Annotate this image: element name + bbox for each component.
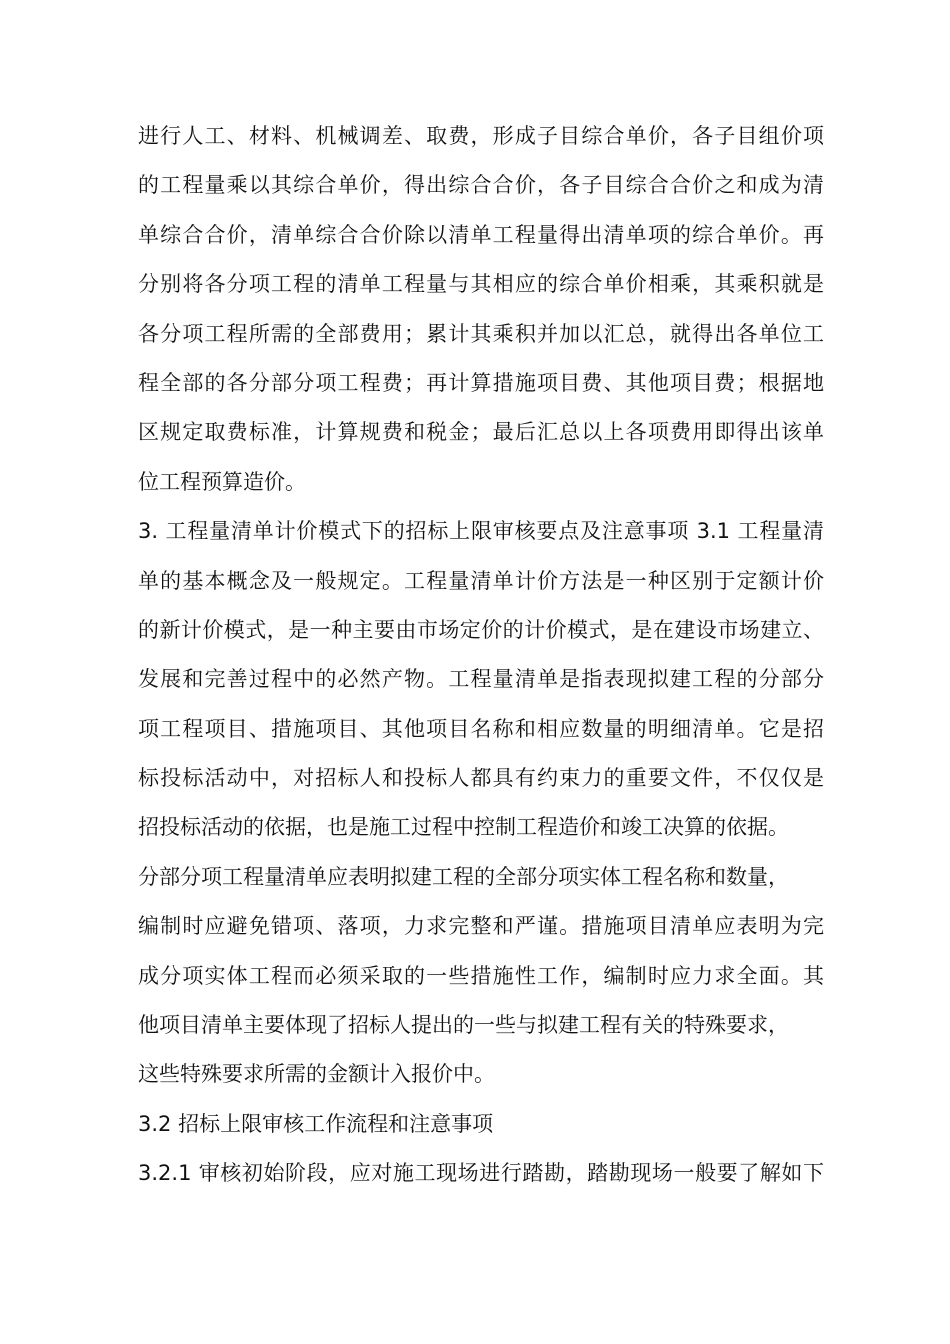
- text-line-18: 成分项实体工程而必须采取的一些措施性工作，编制时应力求全面。其: [138, 963, 824, 988]
- text-line-8: 位工程预算造价。: [138, 469, 306, 494]
- body-text: [138, 112, 824, 1199]
- section-heading-3-2-1: 3.2.1 审核初始阶段，应对施工现场进行踏勘，踏勘现场一般要了解如下: [138, 1161, 824, 1186]
- text-line-17: 编制时应避免错项、落项，力求完整和严谨。措施项目清单应表明为完: [138, 914, 824, 939]
- text-line-4: 分别将各分项工程的清单工程量与其相应的综合单价相乘，其乘积就是: [138, 272, 824, 297]
- text-line-1: 进行人工、材料、机械调差、取费，形成子目综合单价，各子目组价项: [138, 124, 824, 148]
- text-line-12: 发展和完善过程中的必然产物。工程量清单是指表现拟建工程的分部分: [138, 667, 824, 692]
- text-line-11: 的新计价模式，是一种主要由市场定价的计价模式，是在建设市场建立、: [138, 617, 824, 642]
- section-heading-3-2: 3.2 招标上限审核工作流程和注意事项: [138, 1111, 494, 1136]
- text-line-6: 程全部的各分部分项工程费；再计算措施项目费、其他项目费；根据地: [138, 370, 824, 395]
- text-line-10: 单的基本概念及一般规定。工程量清单计价方法是一种区别于定额计价: [138, 568, 824, 593]
- text-line-14: 标投标活动中，对招标人和投标人都具有约束力的重要文件，不仅仅是: [138, 766, 824, 791]
- text-line-7: 区规定取费标准，计算规费和税金；最后汇总以上各项费用即得出该单: [138, 420, 824, 445]
- text-line-15: 招投标活动的依据，也是施工过程中控制工程造价和竣工决算的依据。: [138, 815, 789, 840]
- text-line-16: 分部分项工程量清单应表明拟建工程的全部分项实体工程名称和数量，: [138, 864, 789, 889]
- section-heading-3: 3. 工程量清单计价模式下的招标上限审核要点及注意事项 3.1 工程量清: [138, 519, 824, 544]
- text-line-2: 的工程量乘以其综合单价，得出综合合价，各子目综合合价之和成为清: [138, 173, 824, 198]
- text-line-19: 他项目清单主要体现了招标人提出的一些与拟建工程有关的特殊要求，: [138, 1013, 789, 1038]
- text-line-3: 单综合合价，清单综合合价除以清单工程量得出清单项的综合单价。再: [138, 222, 824, 247]
- text-line-20: 这些特殊要求所需的金额计入报价中。: [138, 1062, 495, 1087]
- text-line-13: 项工程项目、措施项目、其他项目名称和相应数量的明细清单。它是招: [138, 716, 824, 741]
- text-line-5: 各分项工程所需的全部费用；累计其乘积并加以汇总，就得出各单位工: [138, 321, 824, 346]
